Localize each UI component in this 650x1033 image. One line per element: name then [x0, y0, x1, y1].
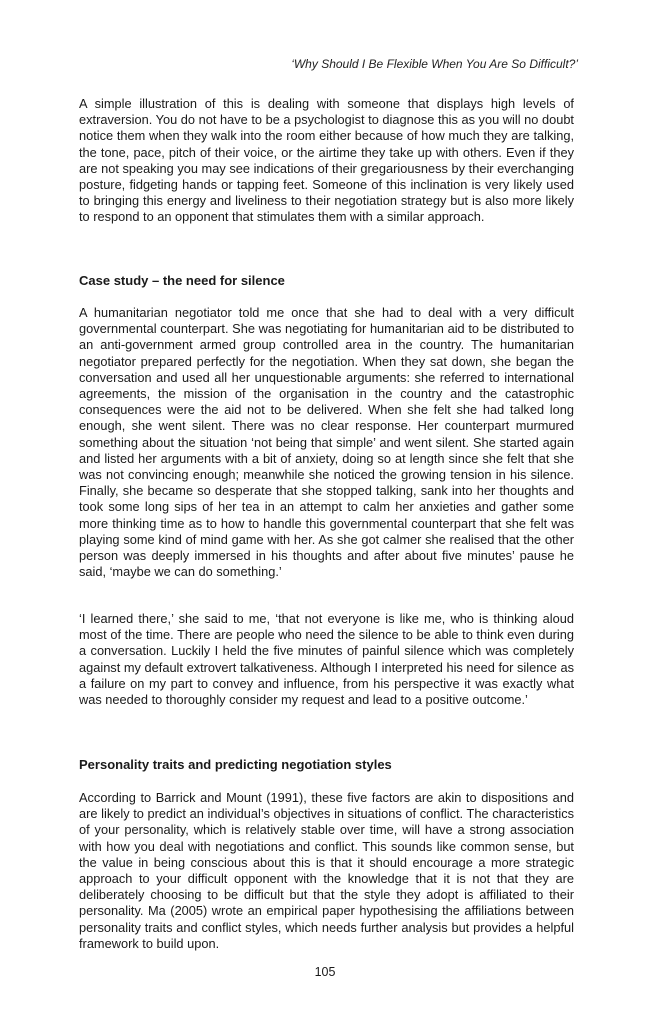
case-study-heading: Case study – the need for silence: [79, 273, 285, 288]
case-study-paragraph-2: ‘I learned there,’ she said to me, ‘that not everyone is like me, who is thinking aloud most of the time. There are people who need the silence to be able to think even during a conversation. Luckily I held the five minutes of painful silence which was completely against my default extrovert talkativeness. Although I interpreted his need for silence as a failure on my part to convey and influence, from his perspective it was exactly what was needed to thoroughly consider my request and lead to a positive outcome.’: [79, 611, 574, 708]
section-heading: Personality traits and predicting negotiation styles: [79, 757, 392, 772]
section-paragraph: According to Barrick and Mount (1991), these five factors are akin to dispositions and are likely to predict an individual’s objectives in situations of conflict. The characteristics of your personality, which is relatively stable over time, will have a strong association with how you deal with negotiations and conflict. This sounds like common sense, but the value in being conscious about this is that it should encourage a more strategic approach to your difficult opponent with the knowledge that it is not that they are deliberately choosing to be difficult but that the style they adopt is affiliated to their personality. Ma (2005) wrote an empirical paper hypothesising the affiliations between personality traits and conflict styles, which needs further analysis but provides a helpful framework to build upon.: [79, 790, 574, 951]
running-head: ‘Why Should I Be Flexible When You Are So Difficult?’: [291, 57, 578, 71]
page-number: 105: [314, 965, 336, 979]
case-study-paragraph-1: A humanitarian negotiator told me once that she had to deal with a very difficult governmental counterpart. She was negotiating for humanitarian aid to be distributed to an anti-government armed group controlled area in the country. The humanitarian negotiator prepared perfectly for the negotiation. When they sat down, she began the conversation and used all her unquestionable arguments: she referred to international agreements, the mission of the organisation in the country and the catastrophic consequences were the aid not to be delivered. When she felt she had talked long enough, she went silent. There was no clear response. Her counterpart murmured something about the situation ‘not being that simple’ and went silent. She started again and listed her arguments with a bit of anxiety, doing so at length since she felt that she was not convincing enough; meanwhile she noticed the growing tension in his silence. Finally, she became so desperate that she stopped talking, sank into her thoughts and took some long sips of her tea in an attempt to calm her anxieties and gather some more thinking time as to how to handle this governmental counterpart that she felt was playing some kind of mind game with her. As she got calmer she realised that the other person was deeply immersed in his thoughts and after about five minutes’ pause he said, ‘maybe we can do something.’: [79, 305, 574, 580]
intro-paragraph: A simple illustration of this is dealing with someone that displays high levels of extraversion. You do not have to be a psychologist to diagnose this as you will no doubt notice them when they walk into the room either because of how much they are talking, the tone, pace, pitch of their voice, or the airtime they take up with others. Even if they are not speaking you may see indications of their gregariousness by their everchanging posture, fidgeting hands or tapping feet. Someone of this inclination is very likely used to bringing this energy and liveliness to their negotiation strategy but is also more likely to respond to an opponent that stimulates them with a similar approach.: [79, 96, 574, 225]
